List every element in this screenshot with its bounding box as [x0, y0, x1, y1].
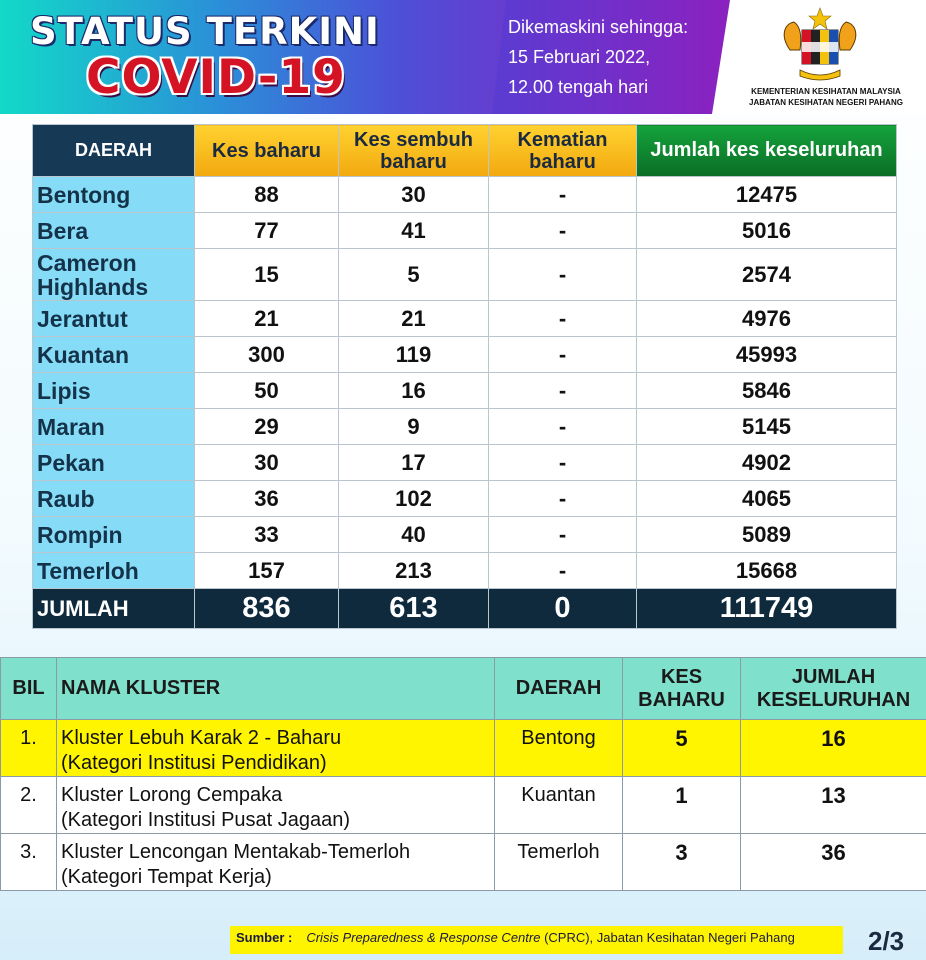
table-row [33, 553, 897, 589]
table-row [33, 177, 897, 213]
cluster-name: Kluster Lorong Cempaka [61, 784, 283, 806]
kes-baharu-cell: 300 [195, 337, 339, 373]
kes-sembuh-cell: 5 [339, 249, 489, 301]
table-row [33, 517, 897, 553]
kes-sembuh-cell: 17 [339, 445, 489, 481]
jumlah-cell: 5016 [637, 213, 897, 249]
kes-baharu-cell: 15 [195, 249, 339, 301]
cluster-jumlah: 36 [741, 834, 926, 891]
source-org: Crisis Preparedness & Response Centre [306, 930, 541, 945]
malaysia-coat-of-arms-icon [770, 6, 870, 84]
update-line-3: 12.00 tengah hari [508, 77, 649, 97]
kes-baharu-cell: 36 [195, 481, 339, 517]
table-header-row [33, 125, 897, 177]
kes-baharu-cell: 30 [195, 445, 339, 481]
kes-sembuh-cell: 213 [339, 553, 489, 589]
cluster-jumlah: 13 [741, 777, 926, 834]
table-row [33, 337, 897, 373]
kes-sembuh-cell: 40 [339, 517, 489, 553]
jumlah-cell: 45993 [637, 337, 897, 373]
ministry-name: KEMENTERIAN KESIHATAN MALAYSIA [751, 87, 901, 96]
status-title: STATUS TERKINI [30, 10, 380, 53]
header-daerah: DAERAH [33, 125, 195, 177]
header-jumlah: Jumlah kes keseluruhan [637, 125, 897, 177]
total-jumlah: 111749 [637, 589, 897, 629]
district-name: Temerloh [33, 553, 195, 589]
district-name: Bentong [33, 177, 195, 213]
cluster-daerah: Temerloh [495, 834, 623, 891]
table-row [33, 373, 897, 409]
kes-baharu-cell: 88 [195, 177, 339, 213]
kes-sembuh-cell: 30 [339, 177, 489, 213]
cluster-daerah: Kuantan [495, 777, 623, 834]
district-name: Bera [33, 213, 195, 249]
department-name: JABATAN KESIHATAN NEGERI PAHANG [749, 98, 903, 107]
cluster-header-row [1, 658, 926, 720]
kes-sembuh-cell: 9 [339, 409, 489, 445]
jumlah-cell: 4976 [637, 301, 897, 337]
kes-baharu-cell: 33 [195, 517, 339, 553]
kematian-cell: - [489, 373, 637, 409]
cluster-table [0, 657, 926, 891]
kes-sembuh-cell: 119 [339, 337, 489, 373]
jumlah-cell: 5846 [637, 373, 897, 409]
total-row [33, 589, 897, 629]
jumlah-cell: 5089 [637, 517, 897, 553]
kes-baharu-cell: 157 [195, 553, 339, 589]
table-row [33, 481, 897, 517]
kes-baharu-cell: 50 [195, 373, 339, 409]
page-number: 2/3 [868, 926, 905, 956]
cluster-row [1, 720, 926, 777]
cluster-category: (Kategori Institusi Pusat Jagaan) [61, 809, 351, 831]
cluster-bil: 3. [1, 834, 57, 891]
district-name: Kuantan [33, 337, 195, 373]
cluster-row [1, 777, 926, 834]
jumlah-cell: 2574 [637, 249, 897, 301]
kematian-cell: - [489, 213, 637, 249]
total-kes-baharu: 836 [195, 589, 339, 629]
kes-baharu-cell: 29 [195, 409, 339, 445]
header-cluster-kes-baharu: KES BAHARU [623, 658, 741, 720]
cluster-name-cell [57, 777, 495, 834]
cluster-name: Kluster Lencongan Mentakab-Temerloh [61, 841, 411, 863]
source-detail: (CPRC), Jabatan Kesihatan Negeri Pahang [540, 930, 795, 945]
kematian-cell: - [489, 177, 637, 213]
jumlah-cell: 12475 [637, 177, 897, 213]
jumlah-cell: 4065 [637, 481, 897, 517]
cluster-kes-baharu: 3 [623, 834, 741, 891]
ministry-label [736, 86, 916, 108]
kes-baharu-cell: 21 [195, 301, 339, 337]
total-kematian: 0 [489, 589, 637, 629]
header-cluster-daerah: DAERAH [495, 658, 623, 720]
cluster-daerah: Bentong [495, 720, 623, 777]
district-name: Cameron Highlands [33, 249, 195, 301]
district-name: Maran [33, 409, 195, 445]
kes-sembuh-cell: 16 [339, 373, 489, 409]
source-note [230, 926, 843, 954]
kematian-cell: - [489, 481, 637, 517]
jumlah-cell: 5145 [637, 409, 897, 445]
kematian-cell: - [489, 517, 637, 553]
covid-title: COVID-19 [86, 50, 346, 105]
header-nama-kluster: NAMA KLUSTER [57, 658, 495, 720]
cluster-bil: 1. [1, 720, 57, 777]
header-kes-sembuh: Kes sembuh baharu [339, 125, 489, 177]
update-line-2: 15 Februari 2022, [508, 47, 651, 67]
header-bil: BIL [1, 658, 57, 720]
district-name: Jerantut [33, 301, 195, 337]
kes-baharu-cell: 77 [195, 213, 339, 249]
update-line-1: Dikemaskini sehingga: [508, 17, 689, 37]
cluster-row [1, 834, 926, 891]
cluster-name-cell [57, 720, 495, 777]
district-name: Rompin [33, 517, 195, 553]
header-kes-baharu: Kes baharu [195, 125, 339, 177]
district-cases-table [32, 124, 897, 629]
kematian-cell: - [489, 249, 637, 301]
table-row [33, 213, 897, 249]
cluster-category: (Kategori Tempat Kerja) [61, 866, 272, 888]
kematian-cell: - [489, 301, 637, 337]
kematian-cell: - [489, 553, 637, 589]
cluster-name: Kluster Lebuh Karak 2 - Baharu [61, 727, 342, 749]
table-row [33, 445, 897, 481]
header [0, 0, 926, 114]
kematian-cell: - [489, 445, 637, 481]
cluster-bil: 2. [1, 777, 57, 834]
jumlah-cell: 4902 [637, 445, 897, 481]
cluster-jumlah: 16 [741, 720, 926, 777]
total-kes-sembuh: 613 [339, 589, 489, 629]
district-name: Lipis [33, 373, 195, 409]
cluster-kes-baharu: 5 [623, 720, 741, 777]
table-row [33, 409, 897, 445]
cluster-name-cell [57, 834, 495, 891]
kematian-cell: - [489, 409, 637, 445]
total-label: JUMLAH [33, 589, 195, 629]
update-info [508, 12, 688, 102]
cluster-category: (Kategori Institusi Pendidikan) [61, 752, 327, 774]
jumlah-cell: 15668 [637, 553, 897, 589]
kes-sembuh-cell: 21 [339, 301, 489, 337]
source-label: Sumber : [236, 930, 293, 945]
kes-sembuh-cell: 102 [339, 481, 489, 517]
table-row [33, 301, 897, 337]
district-name: Pekan [33, 445, 195, 481]
kes-sembuh-cell: 41 [339, 213, 489, 249]
district-name: Raub [33, 481, 195, 517]
kematian-cell: - [489, 337, 637, 373]
cluster-kes-baharu: 1 [623, 777, 741, 834]
table-row [33, 249, 897, 301]
header-kematian: Kematian baharu [489, 125, 637, 177]
header-cluster-jumlah: JUMLAH KESELURUHAN [741, 658, 926, 720]
